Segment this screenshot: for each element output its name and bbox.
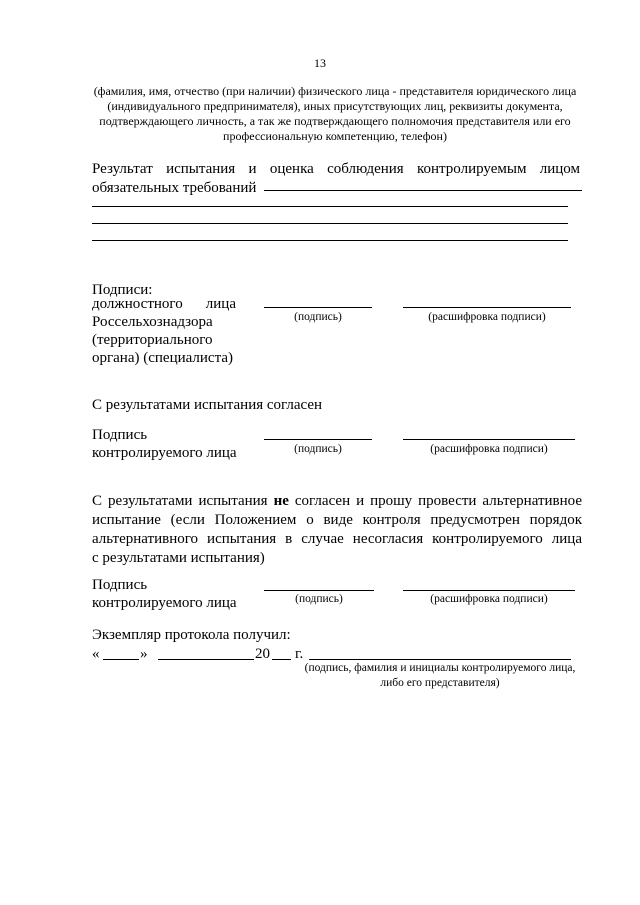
agree-label-1: Подпись bbox=[92, 427, 148, 443]
disagree-label-1: Подпись bbox=[92, 577, 148, 593]
disagree-not-bold: не bbox=[273, 493, 289, 509]
agree-signature-line bbox=[264, 439, 372, 440]
disagree-line-1 bbox=[92, 492, 582, 511]
official-line-2: Россельхознадзора bbox=[92, 314, 213, 330]
copy-signature-line bbox=[309, 659, 571, 660]
official-decoding-caption: (расшифровка подписи) bbox=[428, 311, 546, 323]
agree-decoding-caption: (расшифровка подписи) bbox=[430, 443, 548, 455]
result-line-1: Результат испытания и оценка соблюдения контролируемым лицом bbox=[92, 161, 580, 177]
agree-signature-caption: (подпись) bbox=[294, 443, 342, 455]
result-blank-line-3 bbox=[92, 240, 568, 241]
disagree-line-1-after: согласен и прошу провести альтернативное bbox=[294, 493, 583, 509]
page-number: 13 bbox=[314, 56, 326, 70]
result-line-2: обязательных требований bbox=[92, 180, 257, 196]
official-decoding-line bbox=[403, 307, 571, 308]
disagree-line-4: с результатами испытания) bbox=[92, 550, 265, 566]
result-blank-line-1 bbox=[92, 206, 568, 207]
agree-decoding-line bbox=[403, 439, 575, 440]
official-signature-line bbox=[264, 307, 372, 308]
official-signature-caption: (подпись) bbox=[294, 311, 342, 323]
result-fill-line bbox=[264, 190, 582, 191]
date-day-line bbox=[103, 659, 139, 660]
signatures-heading: Подписи: bbox=[92, 282, 153, 298]
result-blank-line-2 bbox=[92, 223, 568, 224]
official-line-3: (территориального bbox=[92, 332, 213, 348]
date-close-quote: » bbox=[140, 646, 148, 662]
date-open-quote: « bbox=[92, 646, 100, 662]
disagree-line-3: альтернативного испытания в случае несогласия контролируемого лица bbox=[92, 531, 582, 547]
agree-heading: С результатами испытания согласен bbox=[92, 397, 323, 413]
disagree-decoding-line bbox=[403, 590, 575, 591]
disagree-label-2: контролируемого лица bbox=[92, 595, 237, 611]
disagree-line-1-before: С результатами испытания bbox=[92, 493, 268, 509]
date-month-line bbox=[158, 659, 254, 660]
date-year-prefix: 20 bbox=[255, 646, 270, 662]
top-note: (фамилия, имя, отчество (при наличии) физического лица - представителя юридического лица (индивидуального предпринимателя), иных присутствующих лиц, реквизиты документа, подтверждающего личность, а так же подтверждающего полномочия представителя или его профессиональную компетенцию, телефон) bbox=[93, 84, 577, 143]
disagree-signature-line bbox=[264, 590, 374, 591]
disagree-line-2: испытание (если Положением о виде контроля предусмотрен порядок bbox=[92, 512, 582, 528]
disagree-signature-caption: (подпись) bbox=[295, 593, 343, 605]
official-line-1: должностного лица bbox=[92, 296, 236, 312]
agree-label-2: контролируемого лица bbox=[92, 445, 237, 461]
date-year-suffix: г. bbox=[295, 646, 304, 662]
date-year-line bbox=[272, 659, 291, 660]
disagree-decoding-caption: (расшифровка подписи) bbox=[430, 593, 548, 605]
copy-heading: Экземпляр протокола получил: bbox=[92, 627, 291, 643]
copy-caption: (подпись, фамилия и инициалы контролируемого лица, либо его представителя) bbox=[304, 662, 576, 689]
official-line-4: органа) (специалиста) bbox=[92, 350, 233, 366]
